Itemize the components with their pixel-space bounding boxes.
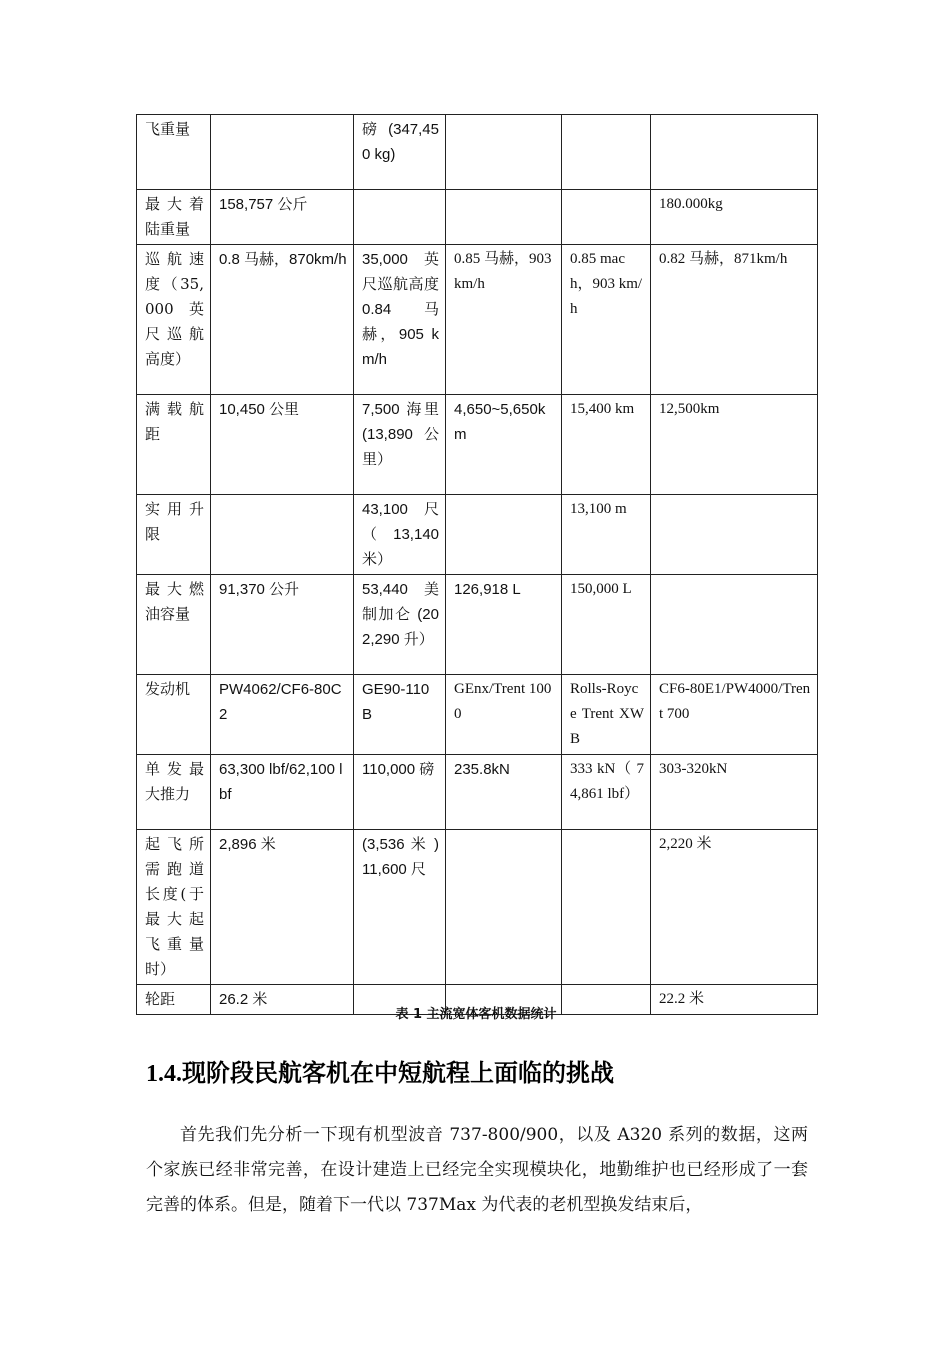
row-label-cell: 巡航速度（35,000 英尺巡航高度） [137,245,211,395]
body-paragraph [146,1118,808,1223]
table-cell [211,115,354,190]
table-cell: 158,757 公斤 [211,190,354,245]
table-cell [562,830,651,985]
row-label-cell: 起飞所需跑道长度(于最大起飞重量时） [137,830,211,985]
table-cell [211,495,354,575]
row-label-cell: 发动机 [137,675,211,755]
table-row [137,245,818,395]
table-cell: 235.8kN [446,755,562,830]
table-row [137,755,818,830]
table-cell: 2,220 米 [651,830,818,985]
table-cell: 磅 (347,450 kg) [354,115,446,190]
table-cell: 4,650~5,650km [446,395,562,495]
table-cell: 26.2 米 [211,985,354,1015]
table-cell [446,495,562,575]
section-number: 1.4. [146,1061,182,1087]
table-row [137,115,818,190]
table-cell [446,830,562,985]
table-cell [562,190,651,245]
row-label-cell: 轮距 [137,985,211,1015]
table-cell: PW4062/CF6-80C2 [211,675,354,755]
table-cell: 2,896 米 [211,830,354,985]
row-label-cell: 满载航距 [137,395,211,495]
table-cell: 110,000 磅 [354,755,446,830]
table-cell [354,190,446,245]
row-label-cell: 实用升限 [137,495,211,575]
table-cell: 0.85 马赫，903 km/h [446,245,562,395]
table-cell: 7,500 海里 (13,890 公里） [354,395,446,495]
table-cell: 91,370 公升 [211,575,354,675]
table-row [137,575,818,675]
table-caption: 表 1 主流宽体客机数据统计 [395,1007,557,1022]
table-cell: 150,000 L [562,575,651,675]
table-cell: GEnx/Trent 1000 [446,675,562,755]
table-cell: 303-320kN [651,755,818,830]
table-row [137,495,818,575]
table-cell: Rolls-Royce Trent XWB [562,675,651,755]
table-row [137,395,818,495]
table-cell [446,115,562,190]
table-cell: 43,100 尺（ 13,140 米） [354,495,446,575]
widebody-data-table [136,114,818,1015]
table-cell: 126,918 L [446,575,562,675]
table-cell [562,115,651,190]
table-cell [651,495,818,575]
section-title: 现阶段民航客机在中短航程上面临的挑战 [182,1058,614,1087]
table-cell: 13,100 m [562,495,651,575]
table-cell [651,115,818,190]
table-cell: 22.2 米 [651,985,818,1015]
table-cell: 53,440 美制加仑 (202,290 升） [354,575,446,675]
table-cell [446,190,562,245]
table-cell [651,575,818,675]
table-row [137,190,818,245]
table-cell: 333 kN（ 74,861 lbf） [562,755,651,830]
table-cell: GE90-110B [354,675,446,755]
row-label-cell: 单发最大推力 [137,755,211,830]
table-row [137,675,818,755]
table-cell: 180.000kg [651,190,818,245]
row-label-cell: 最大着陆重量 [137,190,211,245]
table-cell: 15,400 km [562,395,651,495]
table-cell: 63,300 lbf/62,100 lbf [211,755,354,830]
table-cell: 0.85 mach，903 km/h [562,245,651,395]
row-label-cell: 最大燃油容量 [137,575,211,675]
table-cell: 10,450 公里 [211,395,354,495]
table-cell: 0.8 马赫，870km/h [211,245,354,395]
table-cell: 12,500km [651,395,818,495]
section-heading [146,1053,614,1088]
table-cell: (3,536 米 ) 11,600 尺 [354,830,446,985]
table-row [137,830,818,985]
paragraph-text: 首先我们先分析一下现有机型波音 737-800/900，以及 A320 系列的数据，这两个家族已经非常完善，在设计建造上已经完全实现模块化，地勤维护也已经形成了一套完善的体系。但是，随着下一代以 737Max 为代表的老机型换发结束后， [146,1125,808,1215]
table-cell: 35,000 英尺巡航高度 0.84 马赫，905 km/h [354,245,446,395]
table-cell: 0.82 马赫，871km/h [651,245,818,395]
row-label-cell: 飞重量 [137,115,211,190]
table-cell: CF6-80E1/PW4000/Trent 700 [651,675,818,755]
